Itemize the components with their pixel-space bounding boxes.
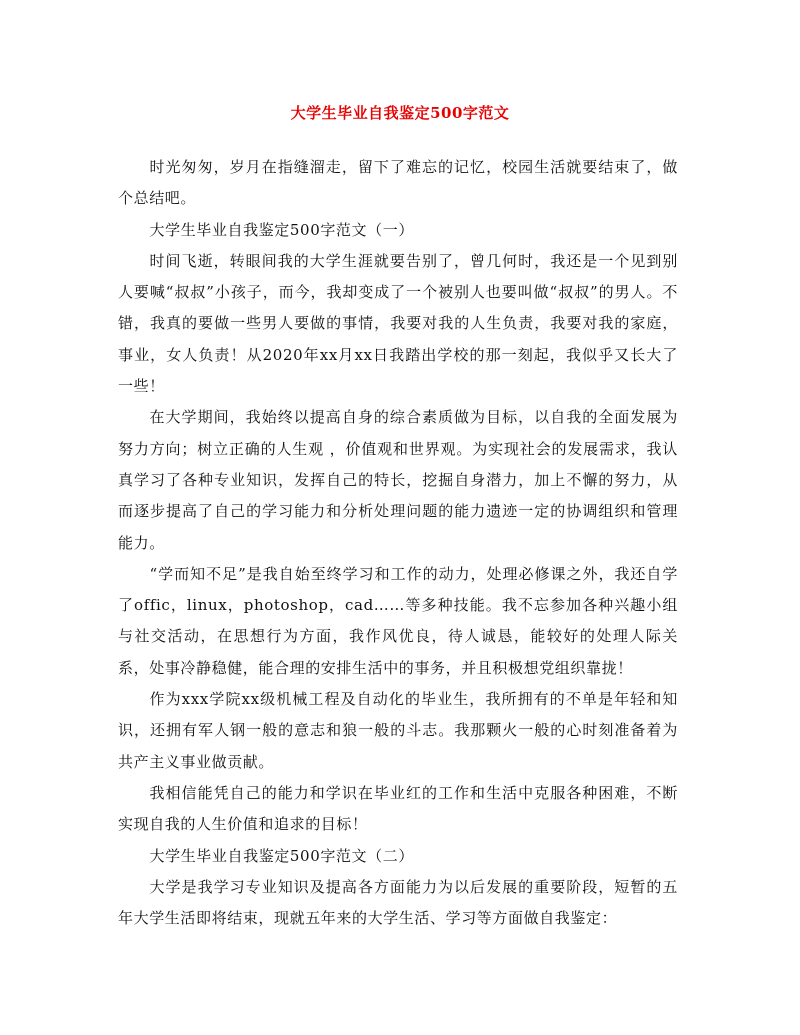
section-heading-one: 大学生毕业自我鉴定500字范文（一）: [149, 220, 414, 239]
paragraph-one-skills: “学而知不足”是我自始至终学习和工作的动力，处理必修课之外，我还自学了offic，linux，photoshop，cad……等多种技能。我不忘参加各种兴趣小组与社交活动，在思想行为方面，我作风优良，待人诚恳，能较好的处理人际关系，处事冷静稳健，能合理的安排生活中的事务，并且积极想党组织靠拢！: [118, 564, 678, 677]
paragraph-two-opening: 大学是我学习专业知识及提高各方面能力为以后发展的重要阶段，短暂的五年大学生活即将结束，现就五年来的大学生活、学习等方面做自我鉴定：: [118, 877, 678, 928]
paragraph-one-study: 在大学期间，我始终以提高自身的综合素质做为目标，以自我的全面发展为努力方向；树立正确的人生观 ，价值观和世界观。为实现社会的发展需求，我认真学习了各种专业知识，发挥自己的特长，挖掘自身潜力，加上不懈的努力，从而逐步提高了自己的学习能力和分析处理问题的能力遗迹一定的协调组织和管理能力。: [118, 408, 678, 552]
paragraph-one-closing: 我相信能凭自己的能力和学识在毕业红的工作和生活中克服各种困难，不断实现自我的人生价值和追求的目标！: [118, 783, 678, 834]
document-title: 大学生毕业自我鉴定500字范文: [290, 104, 510, 122]
paragraph-one-opening: 时间飞逝，转眼间我的大学生涯就要告别了，曾几何时，我还是一个见到别人要喊“叔叔”小孩子，而今，我却变成了一个被别人也要叫做“叔叔”的男人。不错，我真的要做一些男人要做的事情，我要对我的人生负责，我要对我的家庭，事业，女人负责！从2020年xx月xx日我踏出学校的那一刻起，我似乎又长大了一些！: [118, 251, 678, 396]
paragraph-one-graduate: 作为xxx学院xx级机械工程及自动化的毕业生，我所拥有的不单是年轻和知识，还拥有军人钢一般的意志和狼一般的斗志。我那颗火一般的心时刻准备着为共产主义事业做贡献。: [118, 690, 678, 771]
section-heading-two: 大学生毕业自我鉴定500字范文（二）: [149, 846, 414, 865]
document-body: [118, 152, 678, 934]
paragraph-intro: 时光匆匆，岁月在指缝溜走，留下了难忘的记忆，校园生活就要结束了，做个总结吧。: [118, 158, 678, 208]
